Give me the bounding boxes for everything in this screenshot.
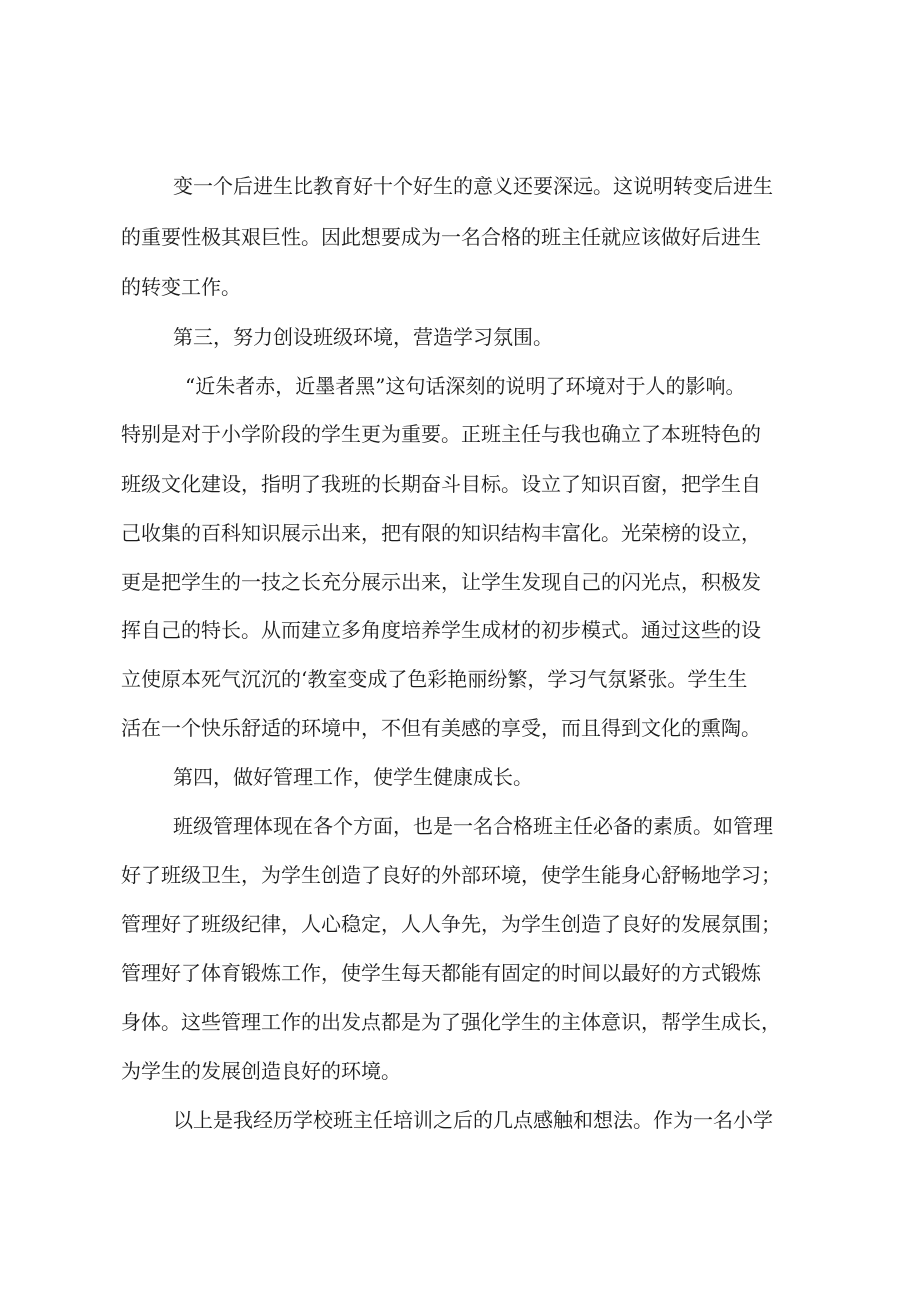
text-line: 以上是我经历学校班主任培训之后的几点感触和想法。作为一名小学 [173, 1108, 773, 1132]
text-line: 更是把学生的一技之长充分展示出来，让学生发现自己的闪光点，积极发 [121, 570, 761, 594]
text-line: 管理好了体育锻炼工作，使学生每天都能有固定的时间以最好的方式锻炼 [121, 961, 761, 985]
text-line: 变一个后进生比教育好十个好生的意义还要深远。这说明转变后进生 [173, 174, 773, 198]
text-line: 活在一个快乐舒适的环境中，不但有美感的享受，而且得到文化的熏陶。 [121, 716, 761, 740]
text-line: 挥自己的特长。从而建立多角度培养学生成材的初步模式。通过这些的设 [121, 618, 761, 642]
text-line: 好了班级卫生，为学生创造了良好的外部环境，使学生能身心舒畅地学习； [121, 863, 781, 887]
text-line: 特别是对于小学阶段的学生更为重要。正班主任与我也确立了本班特色的 [121, 422, 761, 446]
text-line: 立使原本死气沉沉的‘教室变成了色彩艳丽纷繁，学习气氛紧张。学生生 [121, 667, 748, 691]
text-line: “近朱者赤，近墨者黑”这句话深刻的说明了环境对于人的影响。 [185, 374, 746, 398]
text-line: 的转变工作。 [121, 275, 241, 299]
section-heading: 第三，努力创设班级环境，营造学习氛围。 [173, 325, 553, 349]
text-line: 班级文化建设，指明了我班的长期奋斗目标。设立了知识百窗，把学生自 [121, 472, 761, 496]
text-line: 的重要性极其艰巨性。因此想要成为一名合格的班主任就应该做好后进生 [121, 225, 761, 249]
text-line: 管理好了班级纪律，人心稳定，人人争先，为学生创造了良好的发展氛围； [121, 912, 781, 936]
text-line: 为学生的发展创造良好的环境。 [121, 1059, 401, 1083]
text-line: 己收集的百科知识展示出来，把有限的知识结构丰富化。光荣榜的设立， [121, 521, 761, 545]
text-line: 身体。这些管理工作的出发点都是为了强化学生的主体意识，帮学生成长， [121, 1010, 781, 1034]
section-heading: 第四，做好管理工作，使学生健康成长。 [173, 765, 533, 789]
text-line: 班级管理体现在各个方面，也是一名合格班主任必备的素质。如管理 [173, 814, 773, 838]
